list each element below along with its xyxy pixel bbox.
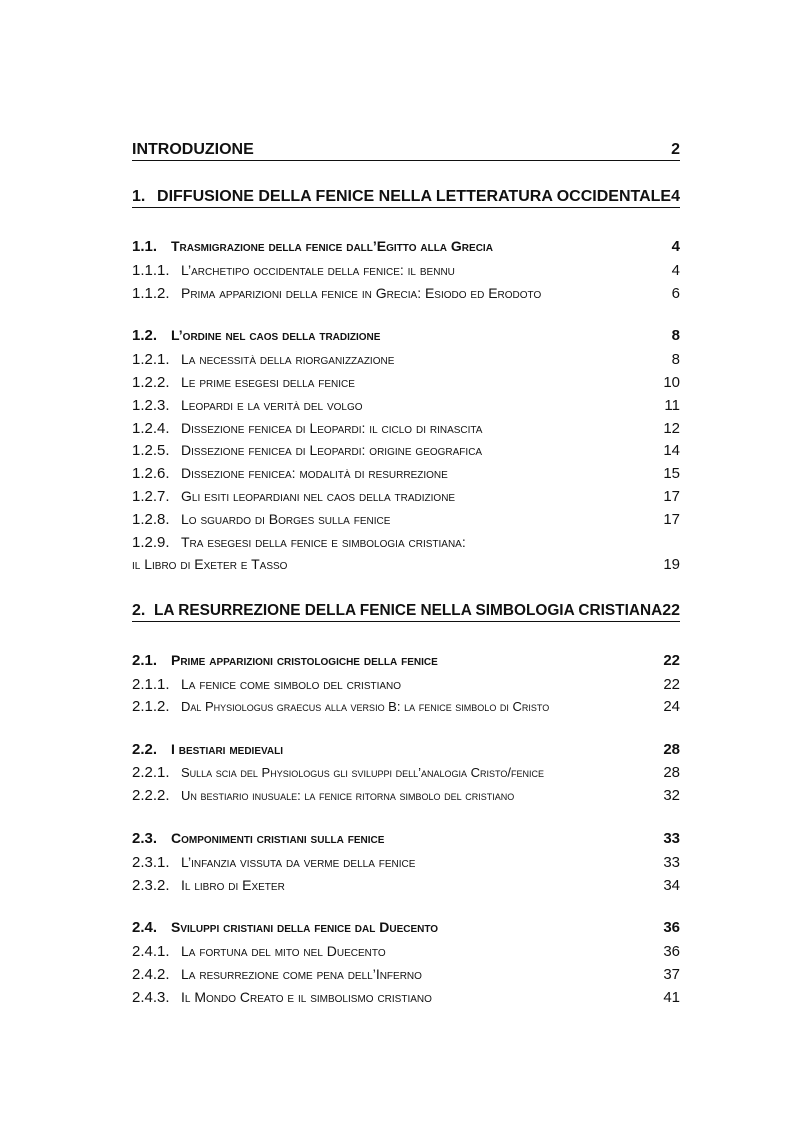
- toc-title: INTRODUZIONE: [132, 141, 254, 158]
- toc-title: La resurrezione come pena dell’Inferno: [181, 966, 422, 982]
- toc-page-number: 17: [663, 511, 680, 528]
- toc-subsection-2-4-1[interactable]: [132, 941, 680, 962]
- toc-number: 2.4.1.: [132, 943, 170, 960]
- toc-number: 2.: [132, 602, 146, 619]
- toc-page-number: 24: [663, 698, 680, 715]
- toc-title: Sulla scia del Physiologus gli sviluppi dell’analogia Cristo/fenice: [181, 765, 544, 780]
- toc-title: LA RESURREZIONE DELLA FENICE NELLA SIMBOLOGIA CRISTIANA: [154, 602, 663, 619]
- toc-page-number: 8: [671, 351, 680, 368]
- toc-subsection-2-3-1[interactable]: [132, 852, 680, 873]
- toc-number: 1.2.3.: [132, 397, 170, 414]
- toc-subsection-2-4-2[interactable]: [132, 964, 680, 985]
- toc-number: 1.: [132, 188, 146, 205]
- toc-number: 2.4.: [132, 919, 158, 936]
- toc-title: Sviluppi cristiani della fenice dal Duecento: [171, 919, 439, 935]
- toc-subsection-2-1-1[interactable]: [132, 674, 680, 695]
- toc-section-1-1[interactable]: [132, 236, 680, 257]
- toc-number: 1.1.: [132, 238, 158, 255]
- toc-page-number: 19: [663, 556, 680, 573]
- toc-title: La necessità della riorganizzazione: [181, 351, 395, 367]
- toc-section-2-2[interactable]: [132, 739, 680, 760]
- toc-subsection-1-2-4[interactable]: [132, 418, 680, 439]
- toc-page-number: 34: [663, 877, 680, 894]
- toc-page-number: 33: [663, 830, 680, 847]
- toc-subsection-1-2-1[interactable]: [132, 349, 680, 370]
- toc-subsection-2-2-2[interactable]: [132, 786, 680, 806]
- toc-introduction[interactable]: [132, 140, 680, 161]
- toc-title: Leopardi e la verità del volgo: [181, 397, 363, 413]
- toc-page-number: 36: [663, 943, 680, 960]
- toc-subsection-1-2-9[interactable]: [132, 532, 680, 553]
- toc-number: 1.2.2.: [132, 374, 170, 391]
- toc-page-number: 4: [671, 188, 680, 205]
- toc-page-number: 37: [663, 966, 680, 983]
- toc-number: 2.1.2.: [132, 698, 170, 715]
- toc-page-number: 4: [671, 262, 680, 279]
- toc-number: 1.1.2.: [132, 285, 170, 302]
- toc-number: 2.4.3.: [132, 989, 170, 1006]
- toc-chapter-2[interactable]: [132, 601, 680, 622]
- toc-subsection-1-2-8[interactable]: [132, 509, 680, 530]
- toc-page-number: 12: [663, 420, 680, 437]
- toc-subsection-1-2-5[interactable]: [132, 440, 680, 461]
- toc-number: 1.1.1.: [132, 262, 170, 279]
- toc-page-number: 8: [671, 327, 680, 344]
- toc-subsection-1-1-2[interactable]: [132, 283, 680, 304]
- toc-title: Le prime esegesi della fenice: [181, 374, 355, 390]
- toc-section-2-1[interactable]: [132, 650, 680, 671]
- toc-number: 1.2.8.: [132, 511, 170, 528]
- toc-title: Lo sguardo di Borges sulla fenice: [181, 511, 391, 527]
- toc-page-number: 17: [663, 488, 680, 505]
- toc-number: 2.3.2.: [132, 877, 170, 894]
- toc-title: Componimenti cristiani sulla fenice: [171, 830, 385, 846]
- toc-title: Gli esiti leopardiani nel caos della tradizione: [181, 488, 456, 504]
- toc-title: Il libro di Exeter: [181, 877, 285, 893]
- toc-subsection-2-1-2[interactable]: [132, 697, 680, 717]
- toc-title: il Libro di Exeter e Tasso: [132, 556, 288, 572]
- toc-title: L’ordine nel caos della tradizione: [171, 327, 381, 343]
- toc-title: Prime apparizioni cristologiche della fenice: [171, 652, 438, 668]
- toc-number: 1.2.7.: [132, 488, 170, 505]
- toc-title: I bestiari medievali: [171, 741, 284, 757]
- toc-subsection-2-2-1[interactable]: [132, 763, 680, 783]
- toc-title: La fenice come simbolo del cristiano: [181, 676, 402, 692]
- toc-number: 1.2.: [132, 327, 158, 344]
- toc-number: 2.4.2.: [132, 966, 170, 983]
- toc-page-number: 2: [671, 141, 680, 158]
- toc-number: 2.2.: [132, 741, 158, 758]
- toc-subsection-1-2-3[interactable]: [132, 395, 680, 416]
- toc-subsection-1-2-2[interactable]: [132, 372, 680, 393]
- toc-number: 2.2.2.: [132, 787, 170, 804]
- toc-page-number: 4: [671, 238, 680, 255]
- toc-title: Dissezione fenicea: modalità di resurrezione: [181, 465, 448, 481]
- toc-title: Il Mondo Creato e il simbolismo cristiano: [181, 989, 432, 1005]
- toc-number: 1.2.1.: [132, 351, 170, 368]
- toc-page-number: 6: [671, 285, 680, 302]
- toc-title: Tra esegesi della fenice e simbologia cristiana:: [181, 534, 466, 550]
- toc-number: 1.2.6.: [132, 465, 170, 482]
- toc-page-number: 11: [664, 397, 680, 414]
- toc-title: La fortuna del mito nel Duecento: [181, 943, 386, 959]
- toc-page-number: 28: [663, 764, 680, 781]
- toc-subsection-1-1-1[interactable]: [132, 260, 680, 281]
- toc-page-number: 10: [663, 374, 680, 391]
- toc-subsection-2-3-2[interactable]: [132, 875, 680, 896]
- table-of-contents: [132, 0, 680, 1122]
- toc-title: Prima apparizioni della fenice in Grecia: Esiodo ed Erodoto: [181, 285, 542, 301]
- toc-number: 1.2.5.: [132, 442, 170, 459]
- toc-subsection-1-2-9-continuation[interactable]: [132, 554, 680, 575]
- toc-title: Un bestiario inusuale: la fenice ritorna simbolo del cristiano: [181, 788, 515, 803]
- toc-page-number: 28: [663, 741, 680, 758]
- toc-section-2-3[interactable]: [132, 828, 680, 849]
- toc-page-number: 14: [663, 442, 680, 459]
- toc-title: DIFFUSIONE DELLA FENICE NELLA LETTERATURA OCCIDENTALE: [157, 188, 672, 205]
- toc-number: 1.2.4.: [132, 420, 170, 437]
- toc-page-number: 36: [663, 919, 680, 936]
- toc-subsection-1-2-7[interactable]: [132, 486, 680, 507]
- toc-page-number: 22: [663, 676, 680, 693]
- toc-number: 2.2.1.: [132, 764, 170, 781]
- toc-title: Dissezione fenicea di Leopardi: origine geografica: [181, 442, 483, 458]
- toc-page-number: 22: [662, 602, 680, 619]
- toc-number: 2.3.: [132, 830, 158, 847]
- toc-title: L’archetipo occidentale della fenice: il bennu: [181, 262, 455, 278]
- toc-number: 2.1.1.: [132, 676, 170, 693]
- toc-page-number: 33: [663, 854, 680, 871]
- toc-number: 1.2.9.: [132, 534, 170, 551]
- toc-subsection-2-4-3[interactable]: [132, 987, 680, 1008]
- toc-page-number: 22: [663, 652, 680, 669]
- toc-page-number: 15: [663, 465, 680, 482]
- toc-subsection-1-2-6[interactable]: [132, 463, 680, 484]
- toc-section-2-4[interactable]: [132, 917, 680, 938]
- toc-title: Trasmigrazione della fenice dall’Egitto alla Grecia: [171, 238, 493, 254]
- toc-number: 2.1.: [132, 652, 158, 669]
- toc-title: L’infanzia vissuta da verme della fenice: [181, 854, 416, 870]
- toc-title: Dal Physiologus graecus alla versio B: la fenice simbolo di Cristo: [181, 699, 550, 714]
- toc-number: 2.3.1.: [132, 854, 170, 871]
- toc-page-number: 41: [663, 989, 680, 1006]
- toc-chapter-1[interactable]: [132, 187, 680, 208]
- toc-section-1-2[interactable]: [132, 325, 680, 346]
- toc-page-number: 32: [663, 787, 680, 804]
- toc-title: Dissezione fenicea di Leopardi: il ciclo di rinascita: [181, 420, 483, 436]
